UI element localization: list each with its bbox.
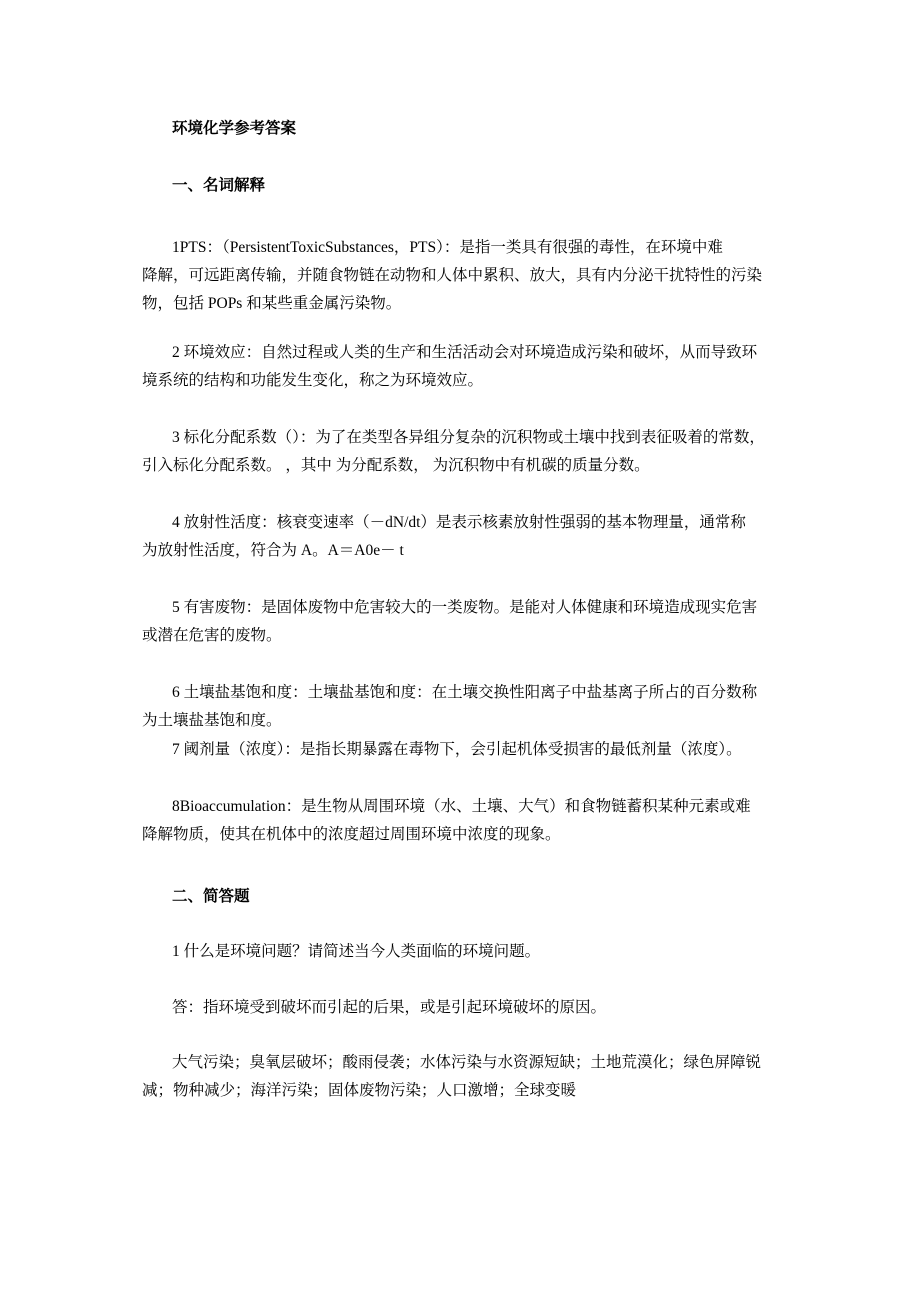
text-line: 降解物质，使其在机体中的浓度超过周围环境中浓度的现象。 [142,826,561,843]
text-line: 6 土壤盐基饱和度：土壤盐基饱和度：在土壤交换性阳离子中盐基离子所占的百分数称 [172,684,758,701]
section2-heading: 二、简答题 [172,888,250,905]
question-paragraph [142,938,792,966]
section1-heading: 一、名词解释 [172,177,266,194]
definition-paragraph [142,509,792,565]
definition-paragraph [142,793,792,849]
text-line: 答：指环境受到破坏而引起的后果，或是引起环境破坏的原因。 [172,999,607,1016]
answer-detail-paragraph [142,1049,792,1105]
definition-paragraph [142,736,792,764]
text-line: 5 有害废物：是固体废物中危害较大的一类废物。是能对人体健康和环境造成现实危害 [172,599,758,616]
definition-paragraph [142,594,792,650]
definition-paragraph [142,339,792,395]
text-line: 为土壤盐基饱和度。 [142,712,282,729]
section-heading [142,172,792,200]
text-line: 8Bioaccumulation：是生物从周围环境（水、土壤、大气）和食物链蓄积某种元素或难 [172,798,751,815]
text-line: 7 阈剂量（浓度）：是指长期暴露在毒物下，会引起机体受损害的最低剂量（浓度）。 [172,741,742,758]
text-line: 引入标化分配系数。 ，其中 为分配系数， 为沉积物中有机碳的质量分数。 [142,457,650,474]
text-line: 1PTS：（PersistentToxicSubstances，PTS）：是指一类具有很强的毒性，在环境中难 [172,239,723,256]
answer-paragraph [142,994,792,1022]
text-line: 境系统的结构和功能发生变化，称之为环境效应。 [142,372,484,389]
text-line: 4 放射性活度：核衰变速率（－dN/dt）是表示核素放射性强弱的基本物理量，通常称 [172,514,746,531]
section-heading [142,883,792,911]
definition-paragraph [142,679,792,735]
title-text: 环境化学参考答案 [172,120,297,137]
text-line: 或潜在危害的废物。 [142,627,282,644]
text-line: 大气污染；臭氧层破坏；酸雨侵袭；水体污染与水资源短缺；土地荒漠化；绿色屏障锐 [172,1054,762,1071]
text-line: 降解，可远距离传输，并随食物链在动物和人体中累积、放大，具有内分泌干扰特性的污染 [142,267,763,284]
document-title [142,115,792,143]
text-line: 物，包括 POPs 和某些重金属污染物。 [142,295,402,312]
text-line: 3 标化分配系数（）：为了在类型各异组分复杂的沉积物或土壤中找到表征吸着的常数， [172,429,765,446]
text-line: 减；物种减少；海洋污染；固体废物污染；人口激增；全球变暖 [142,1082,577,1099]
definition-paragraph [142,424,792,480]
text-line: 1 什么是环境问题？请简述当今人类面临的环境问题。 [172,943,541,960]
text-line: 为放射性活度，符合为 A。A＝A0e－ t [142,542,404,559]
definition-paragraph [142,234,792,318]
text-line: 2 环境效应：自然过程或人类的生产和生活活动会对环境造成污染和破坏，从而导致环 [172,344,758,361]
